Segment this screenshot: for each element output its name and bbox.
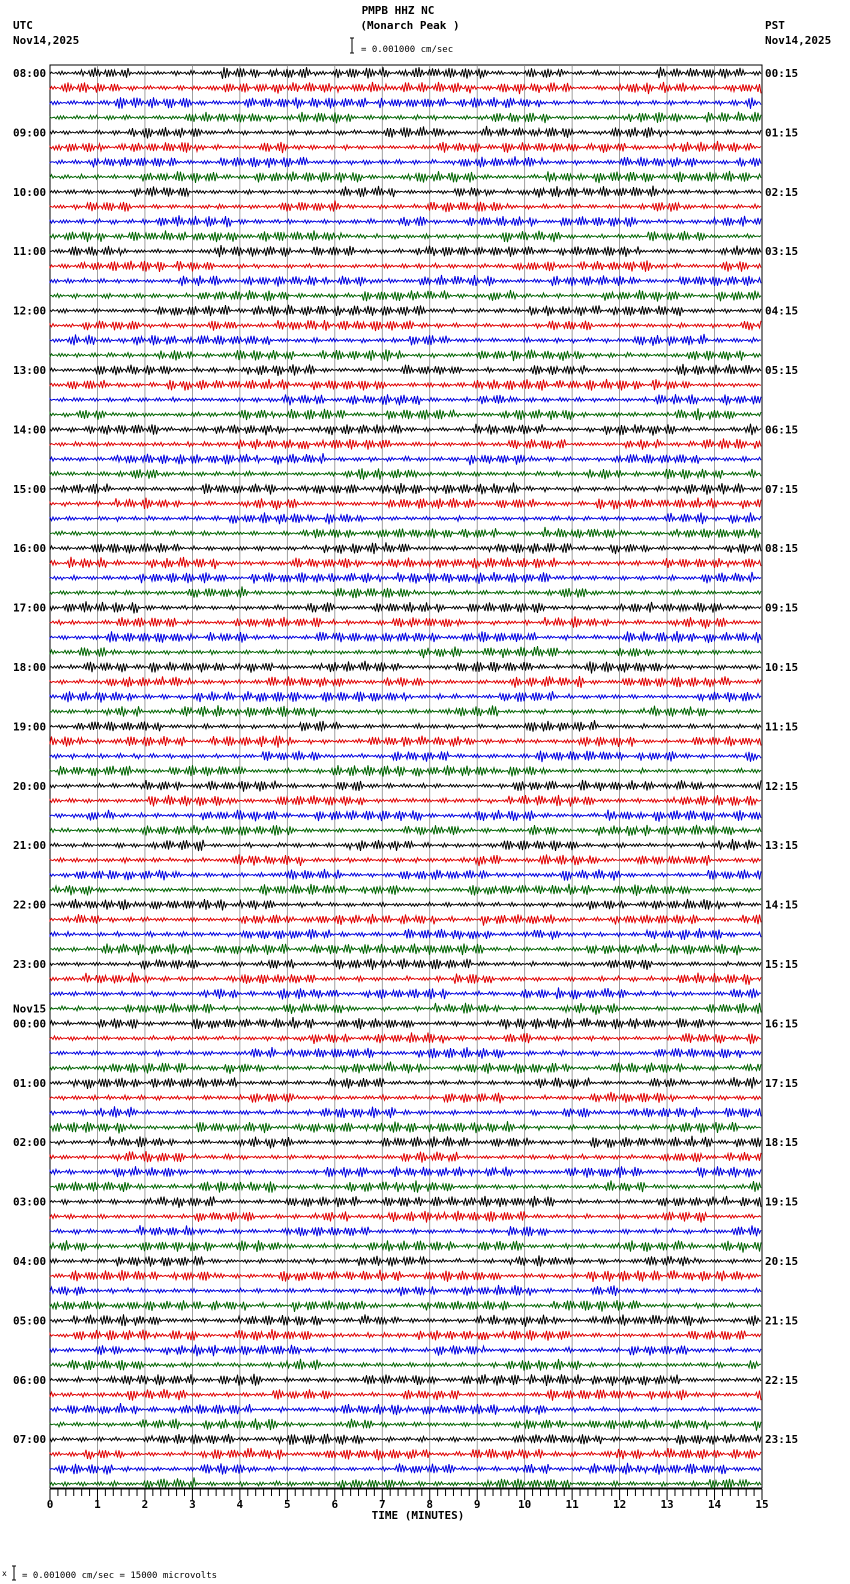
- trace-line: [50, 1017, 761, 1029]
- right-hour-label: 04:15: [765, 304, 799, 318]
- trace-line: [50, 439, 761, 450]
- trace-line: [50, 1003, 761, 1015]
- right-hour-label: 17:15: [765, 1076, 799, 1090]
- right-date: Nov14,2025: [765, 34, 832, 47]
- right-hour-label: 21:15: [765, 1314, 799, 1328]
- trace-line: [50, 736, 761, 748]
- left-hour-label: 08:00: [13, 67, 47, 80]
- trace-line: [50, 810, 761, 822]
- trace-line: [50, 334, 761, 346]
- right-hour-label: 01:15: [765, 126, 799, 140]
- left-hour-label: 13:00: [13, 364, 47, 377]
- right-hour-label: 11:15: [765, 720, 799, 734]
- x-axis: [47, 1489, 769, 1511]
- left-hour-label: 22:00: [13, 898, 47, 912]
- trace-line: [50, 1062, 761, 1074]
- trace-line: [50, 200, 761, 212]
- trace-line: [50, 126, 761, 138]
- left-hour-label: 01:00: [13, 1076, 47, 1090]
- trace-line: [50, 884, 761, 896]
- trace-line: [50, 691, 761, 702]
- trace-line: [50, 512, 761, 524]
- x-tick-label: 6: [331, 1498, 339, 1511]
- left-hour-label: 09:00: [13, 126, 47, 140]
- trace-line: [50, 1389, 761, 1401]
- trace-line: [50, 973, 761, 985]
- trace-line: [50, 379, 761, 391]
- trace-line: [50, 899, 761, 910]
- right-hour-label: 16:15: [765, 1017, 799, 1031]
- trace-line: [50, 1345, 761, 1357]
- trace-line: [50, 527, 761, 538]
- trace-line: [50, 1032, 761, 1044]
- trace-line: [50, 1359, 761, 1371]
- trace-line: [50, 408, 761, 420]
- left-hour-label: 00:00: [13, 1017, 47, 1031]
- trace-line: [50, 1211, 761, 1223]
- trace-line: [50, 572, 761, 584]
- right-hour-label: 00:15: [765, 67, 799, 80]
- trace-line: [50, 661, 761, 674]
- scale-label: = 0.001000 cm/sec: [361, 45, 454, 55]
- left-hour-label: 23:00: [13, 958, 47, 971]
- chart-subtitle: (Monarch Peak ): [360, 19, 460, 32]
- right-hour-label: 14:15: [765, 898, 799, 912]
- trace-line: [50, 1151, 761, 1162]
- trace-line: [50, 1374, 761, 1386]
- trace-line: [50, 928, 761, 940]
- left-hour-label: 11:00: [13, 245, 47, 259]
- right-hour-label: 05:15: [765, 364, 799, 377]
- x-tick-label: 13: [660, 1498, 674, 1511]
- trace-line: [50, 1314, 761, 1326]
- right-hour-label: 10:15: [765, 661, 799, 674]
- left-hour-label: 17:00: [13, 601, 47, 615]
- trace-line: [50, 171, 761, 183]
- trace-line: [50, 1300, 761, 1312]
- trace-line: [50, 869, 761, 881]
- trace-line: [50, 1448, 761, 1460]
- trace-line: [50, 483, 761, 495]
- right-hour-label: 20:15: [765, 1255, 799, 1268]
- x-tick-label: 3: [189, 1498, 196, 1511]
- right-hour-label: 09:15: [765, 601, 799, 615]
- trace-line: [50, 1463, 761, 1475]
- trace-line: [50, 825, 761, 836]
- trace-line: [50, 1047, 761, 1059]
- left-hour-label: 02:00: [13, 1136, 47, 1150]
- trace-line: [50, 275, 761, 287]
- trace-line: [50, 1077, 761, 1089]
- trace-line: [50, 215, 761, 227]
- left-hour-label: 04:00: [13, 1255, 47, 1268]
- trace-line: [50, 67, 761, 79]
- left-hour-label: 18:00: [13, 661, 47, 674]
- trace-line: [50, 245, 761, 257]
- trace-line: [50, 498, 761, 510]
- trace-line: [50, 943, 761, 955]
- left-hour-label: 19:00: [13, 720, 47, 734]
- left-hour-label: 07:00: [13, 1433, 47, 1447]
- right-hour-label: 08:15: [765, 542, 799, 556]
- trace-line: [50, 1240, 761, 1252]
- trace-line: [50, 705, 761, 717]
- x-tick-label: 15: [755, 1498, 769, 1511]
- trace-line: [50, 839, 761, 851]
- right-hour-label: 13:15: [765, 839, 799, 853]
- x-tick-label: 4: [236, 1498, 244, 1511]
- x-tick-label: 5: [284, 1498, 291, 1511]
- x-axis-label: TIME (MINUTES): [371, 1509, 465, 1522]
- x-tick-label: 8: [426, 1498, 434, 1511]
- left-hour-label: 12:00: [13, 304, 47, 318]
- right-hour-label: 18:15: [765, 1136, 799, 1150]
- left-timezone: UTC: [13, 19, 33, 32]
- trace-line: [50, 557, 761, 569]
- trace-line: [50, 765, 761, 776]
- left-hour-label: 20:00: [13, 779, 47, 793]
- trace-line: [50, 617, 761, 629]
- trace-line: [50, 112, 761, 124]
- left-hour-label: 05:00: [13, 1314, 47, 1328]
- x-tick-label: 0: [46, 1498, 54, 1511]
- trace-line: [50, 751, 761, 762]
- left-hour-label: 14:00: [13, 423, 47, 437]
- traces: [50, 67, 761, 1490]
- left-hour-label: 21:00: [13, 839, 47, 853]
- trace-line: [50, 82, 761, 94]
- footer-mark: x: [2, 1569, 7, 1578]
- right-hour-label: 07:15: [765, 482, 799, 496]
- chart-title: PMPB HHZ NC: [361, 4, 435, 17]
- trace-line: [50, 97, 761, 109]
- left-hour-label: 10:00: [13, 185, 47, 199]
- left-hour-label: 06:00: [13, 1373, 47, 1387]
- trace-line: [50, 587, 761, 599]
- left-hour-label: 03:00: [13, 1195, 47, 1209]
- trace-line: [50, 1434, 761, 1445]
- x-tick-label: 11: [565, 1498, 579, 1511]
- x-tick-label: 14: [707, 1498, 722, 1511]
- trace-line: [50, 320, 761, 331]
- trace-line: [50, 156, 761, 168]
- trace-line: [50, 394, 761, 405]
- trace-line: [50, 141, 761, 153]
- x-tick-label: 9: [473, 1498, 481, 1511]
- right-hour-label: 12:15: [765, 779, 799, 793]
- trace-line: [50, 186, 761, 198]
- trace-line: [50, 780, 761, 792]
- footer-scale-label: = 0.001000 cm/sec = 15000 microvolts: [22, 1571, 218, 1581]
- trace-line: [50, 364, 761, 376]
- trace-line: [50, 1181, 761, 1193]
- x-tick-label: 10: [518, 1498, 532, 1511]
- trace-line: [50, 1196, 761, 1208]
- left-hour-label: 15:00: [13, 482, 47, 496]
- trace-line: [50, 1255, 761, 1266]
- right-timezone: PST: [765, 19, 785, 32]
- trace-line: [50, 1403, 761, 1415]
- right-hour-label: 23:15: [765, 1433, 799, 1447]
- right-hour-label: 02:15: [765, 185, 799, 199]
- right-hour-label: 22:15: [765, 1373, 799, 1387]
- trace-line: [50, 468, 761, 479]
- trace-line: [50, 676, 761, 688]
- trace-line: [50, 453, 761, 465]
- trace-line: [50, 1285, 761, 1296]
- trace-line: [50, 542, 761, 554]
- trace-line: [50, 424, 761, 436]
- x-tick-label: 7: [378, 1498, 386, 1511]
- trace-line: [50, 720, 761, 732]
- trace-line: [50, 1225, 761, 1236]
- left-date: Nov14,2025: [13, 34, 80, 47]
- trace-line: [50, 1092, 761, 1103]
- trace-line: [50, 1106, 761, 1118]
- right-hour-label: 03:15: [765, 245, 799, 259]
- hour-labels: [13, 67, 798, 1446]
- trace-line: [50, 290, 761, 302]
- trace-line: [50, 1121, 761, 1133]
- trace-line: [50, 958, 761, 969]
- trace-line: [50, 854, 761, 866]
- trace-line: [50, 260, 761, 272]
- trace-line: [50, 631, 761, 643]
- footer-scale-bar-icon: [12, 1566, 16, 1580]
- trace-line: [50, 795, 761, 807]
- trace-line: [50, 305, 761, 316]
- left-hour-label: 16:00: [13, 542, 47, 556]
- x-tick-label: 12: [612, 1498, 627, 1511]
- date-change-label: Nov15: [13, 1002, 47, 1016]
- trace-line: [50, 1329, 761, 1341]
- x-tick-label: 2: [141, 1498, 149, 1511]
- trace-line: [50, 646, 761, 658]
- right-hour-label: 19:15: [765, 1195, 799, 1209]
- trace-line: [50, 1136, 761, 1149]
- scale-bar-icon: [350, 38, 354, 53]
- trace-line: [50, 1418, 761, 1430]
- right-hour-label: 15:15: [765, 958, 799, 971]
- trace-line: [50, 1270, 761, 1282]
- trace-line: [50, 1166, 761, 1178]
- trace-line: [50, 601, 761, 613]
- right-hour-label: 06:15: [765, 423, 799, 437]
- trace-line: [50, 230, 761, 242]
- x-tick-label: 1: [94, 1498, 101, 1511]
- trace-line: [50, 350, 761, 362]
- trace-line: [50, 914, 761, 926]
- trace-line: [50, 988, 761, 1000]
